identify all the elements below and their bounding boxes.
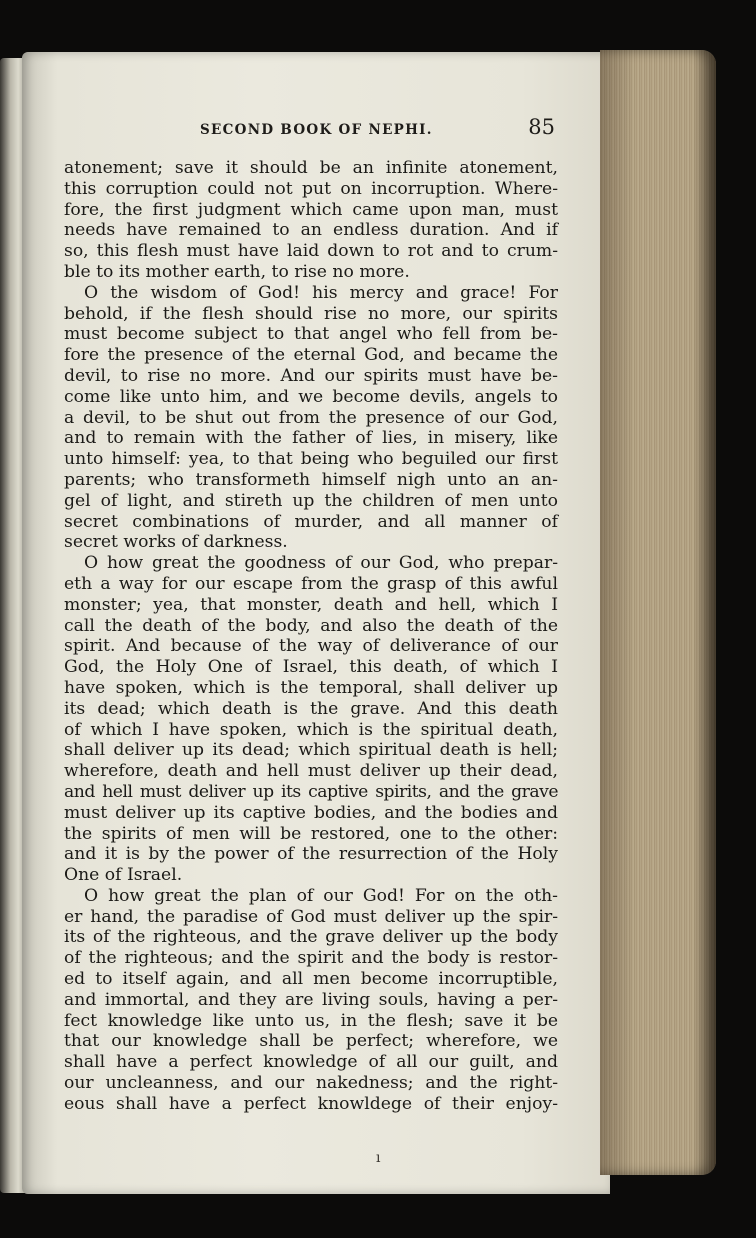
text-line: must become subject to that angel who fell from be- [64, 324, 558, 345]
text-line: secret works of darkness. [64, 532, 288, 553]
text-line: come like unto him, and we become devils, angels to [64, 386, 558, 407]
text-line: of which I have spoken, which is the spiritual death, [64, 719, 558, 740]
text-line: and to remain with the father of lies, in misery, like [64, 428, 558, 449]
text-line: call the death of the body, and also the death of the [64, 615, 558, 636]
text-line: its dead; which death is the grave. And this death [64, 698, 558, 719]
text-line: O how great the goodness of our God, who prepar- [84, 553, 558, 574]
footer-printer-mark: ı [376, 1150, 381, 1166]
text-line: shall deliver up its dead; which spiritual death is hell; [64, 740, 558, 761]
body-text [64, 158, 558, 1115]
text-line: gel of light, and stireth up the children of men unto [64, 490, 558, 511]
text-line: shall have a perfect knowledge of all our guilt, and [64, 1052, 558, 1073]
text-line: fore the presence of the eternal God, and became the [64, 345, 558, 366]
text-line: ble to its mother earth, to rise no more. [64, 261, 410, 282]
text-line: O the wisdom of God! his mercy and grace! For [84, 282, 558, 303]
text-line: its of the righteous, and the grave deliver up the body [64, 927, 558, 948]
text-line: and immortal, and they are living souls, having a per- [64, 989, 558, 1010]
page-block-edge [600, 50, 716, 1175]
text-line: spirit. And because of the way of deliverance of our [64, 636, 558, 657]
text-line: so, this flesh must have laid down to rot and to crum- [64, 241, 558, 262]
text-line: of the righteous; and the spirit and the body is restor- [64, 948, 558, 969]
text-line: our uncleanness, and our nakedness; and the right- [64, 1073, 558, 1094]
text-line: monster; yea, that monster, death and hell, which I [64, 594, 558, 615]
text-line: O how great the plan of our God! For on the oth- [84, 885, 558, 906]
page-number: 85 [528, 115, 555, 139]
text-line: wherefore, death and hell must deliver up their dead, [64, 761, 558, 782]
text-line: this corruption could not put on incorruption. Where- [64, 178, 558, 199]
text-line: secret combinations of murder, and all manner of [64, 511, 558, 532]
text-line: that our knowledge shall be perfect; wherefore, we [64, 1031, 558, 1052]
text-line: er hand, the paradise of God must deliver up the spir- [64, 906, 558, 927]
text-line: behold, if the flesh should rise no more, our spirits [64, 303, 558, 324]
text-line: atonement; save it should be an infinite atonement, [64, 158, 558, 178]
text-line: fore, the first judgment which came upon man, must [64, 199, 558, 220]
text-line: God, the Holy One of Israel, this death, of which I [64, 657, 558, 678]
text-line: unto himself: yea, to that being who beguiled our first [64, 449, 558, 470]
text-line: parents; who transformeth himself nigh unto an an- [64, 469, 558, 490]
text-line: must deliver up its captive bodies, and the bodies and [64, 802, 558, 823]
text-line: eous shall have a perfect knowldege of their enjoy- [64, 1093, 558, 1114]
page-header [200, 115, 555, 145]
text-line: One of Israel. [64, 865, 183, 886]
text-line: fect knowledge like unto us, in the flesh; save it be [64, 1010, 558, 1031]
text-line: needs have remained to an endless duration. And if [64, 220, 558, 241]
text-line: a devil, to be shut out from the presence of our God, [64, 407, 558, 428]
text-line: eth a way for our escape from the grasp of this awful [64, 573, 558, 594]
text-line: ed to itself again, and all men become incorruptible, [64, 969, 558, 990]
text-line: the spirits of men will be restored, one to the other: [64, 823, 558, 844]
text-line: and it is by the power of the resurrection of the Holy [64, 844, 558, 865]
text-line: and hell must deliver up its captive spirits, and the grave [64, 781, 558, 802]
text-line: devil, to rise no more. And our spirits must have be- [64, 365, 558, 386]
text-line: have spoken, which is the temporal, shall deliver up [64, 677, 558, 698]
running-head: SECOND BOOK OF NEPHI. [200, 122, 433, 138]
